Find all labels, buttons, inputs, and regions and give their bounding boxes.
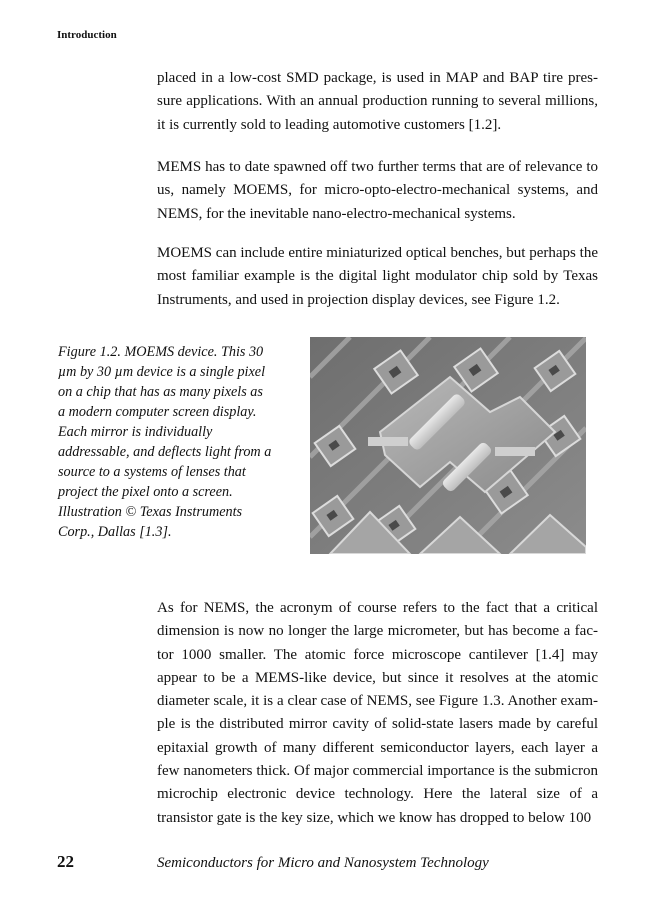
paragraph-2: MEMS has to date spawned off two further terms that are of relevance to us, namely MOEMS, for micro-opto-electro-mechanical systems, and NEMS, for the inevitable nano-electro-mechanical systems.	[157, 159, 598, 222]
paragraph-1: placed in a low-cost SMD package, is used in MAP and BAP tire pressure applications. With an annual production running to several millions, it is currently sold to leading automotive customers [1.2].	[157, 70, 598, 133]
paragraph-3: MOEMS can include entire miniaturized optical benches, but perhaps the most familiar example is the digital light modulator chip sold by Texas Instruments, and used in projection display devices, see Figure 1.2.	[157, 245, 598, 308]
footer-book-title: Semiconductors for Micro and Nanosystem Technology	[157, 855, 489, 871]
running-head: Introduction	[57, 29, 117, 41]
figure-caption: Figure 1.2. MOEMS device. This 30 µm by 30 µm device is a single pixel on a chip that has as many pixels as a modern computer screen display. Each mirror is individually addressable, and deflects light from a source to a systems of lenses that project the pixel onto a screen. Illustration © Texas Instruments Corp., Dallas [1.3].	[58, 344, 272, 540]
page-number: 22	[57, 852, 74, 871]
figure-image	[310, 337, 586, 554]
paragraph-4: As for NEMS, the acronym of course refers to the fact that a critical dimension is now no longer the large micrometer, but has become a factor 1000 smaller. The atomic force microscope cantilever [1.4] may appear to be a MEMS-like device, but since it resolves at the atomic diameter scale, it is a clear case of NEMS, see Figure 1.3. Another example is the distributed mirror cavity of solid-state lasers made by careful epitaxial growth of many different semiconductor layers, each layer a few nanometers thick. Of major commercial importance is the submicron microchip electronic device technology. Here the lateral size of a transistor gate is the key size, which we know has dropped to below 100	[157, 600, 598, 826]
mems-micrograph-drawing	[310, 337, 586, 554]
